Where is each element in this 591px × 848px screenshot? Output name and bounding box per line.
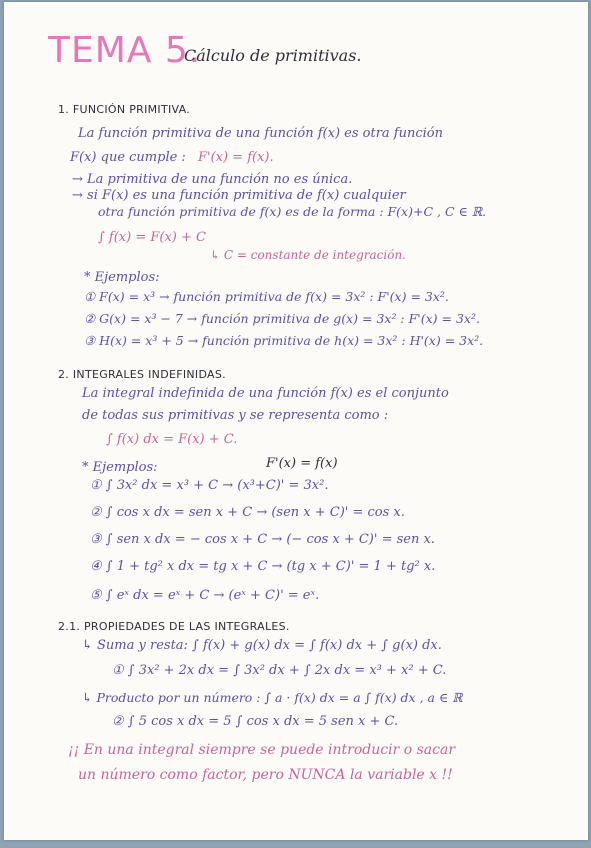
s2-definition-line-1: La integral indefinida de una función f(x) es el conjunto <box>82 386 449 401</box>
s2-example-4: ④ ∫ 1 + tg² x dx = tg x + C → (tg x + C)' = 1 + tg² x. <box>90 559 436 574</box>
s1-integral-formula: ∫ f(x) = F(x) + C <box>98 230 206 245</box>
s21-product-property: ↳ Producto por un número : ∫ a · f(x) dx = a ∫ f(x) dx , a ∈ ℝ <box>82 690 463 705</box>
s2-definition-line-2: de todas sus primitivas y se representa como : <box>82 408 389 423</box>
s1-example-2: ② G(x) = x³ − 7 → función primitiva de g(x) = 3x² : F'(x) = 3x². <box>84 311 480 326</box>
s1-arrow-note-1: → La primitiva de una función no es única. <box>72 172 353 187</box>
note-line-2: un número como factor, pero NUNCA la variable x !! <box>78 767 453 783</box>
s2-examples-label: * Ejemplos: <box>82 460 158 475</box>
s1-example-1: ① F(x) = x³ → función primitiva de f(x) = 3x² : F'(x) = 3x². <box>84 289 449 304</box>
s21-sum-property: ↳ Suma y resta: ∫ f(x) + g(x) dx = ∫ f(x) dx + ∫ g(x) dx. <box>82 638 442 653</box>
s1-arrow-note-3: otra función primitiva de f(x) es de la forma : F(x)+C , C ∈ ℝ. <box>98 204 487 219</box>
s2-example-1: ① ∫ 3x² dx = x³ + C → (x³+C)' = 3x². <box>90 478 329 493</box>
page-subtitle: Cálculo de primitivas. <box>184 46 362 65</box>
s1-definition-formula: F'(x) = f(x). <box>197 150 274 165</box>
s21-product-example: ② ∫ 5 cos x dx = 5 ∫ cos x dx = 5 sen x + C. <box>112 714 399 729</box>
section-2-heading: 2. INTEGRALES INDEFINIDAS. <box>58 368 226 381</box>
s1-definition-text: F(x) que cumple : <box>70 150 186 165</box>
s1-definition-line-1: La función primitiva de una función f(x) es otra función <box>78 126 443 141</box>
note-line-1: ¡¡ En una integral siempre se puede introducir o sacar <box>68 742 456 758</box>
s1-definition-line-2 <box>70 150 274 165</box>
page-title: TEMA 5. <box>48 30 202 71</box>
s2-example-2: ② ∫ cos x dx = sen x + C → (sen x + C)' = cos x. <box>90 505 405 520</box>
s1-constant-note: ↳ C = constante de integración. <box>210 248 406 262</box>
s2-column-header: F'(x) = f(x) <box>266 456 338 471</box>
s1-example-3: ③ H(x) = x³ + 5 → función primitiva de h(x) = 3x² : H'(x) = 3x². <box>84 333 484 348</box>
s2-example-5: ⑤ ∫ eˣ dx = eˣ + C → (eˣ + C)' = eˣ. <box>90 588 320 603</box>
notebook-page <box>4 2 588 840</box>
s1-examples-label: * Ejemplos: <box>84 270 160 285</box>
s2-integral-formula: ∫ f(x) dx = F(x) + C. <box>106 432 238 447</box>
s2-example-3: ③ ∫ sen x dx = − cos x + C → (− cos x + C)' = sen x. <box>90 532 435 547</box>
section-2-1-heading: 2.1. PROPIEDADES DE LAS INTEGRALES. <box>58 620 290 633</box>
s1-arrow-note-2: → si F(x) es una función primitiva de f(x) cualquier <box>72 188 406 203</box>
s21-sum-example: ① ∫ 3x² + 2x dx = ∫ 3x² dx + ∫ 2x dx = x³ + x² + C. <box>112 663 447 678</box>
section-1-heading: 1. FUNCIÓN PRIMITIVA. <box>58 103 191 116</box>
